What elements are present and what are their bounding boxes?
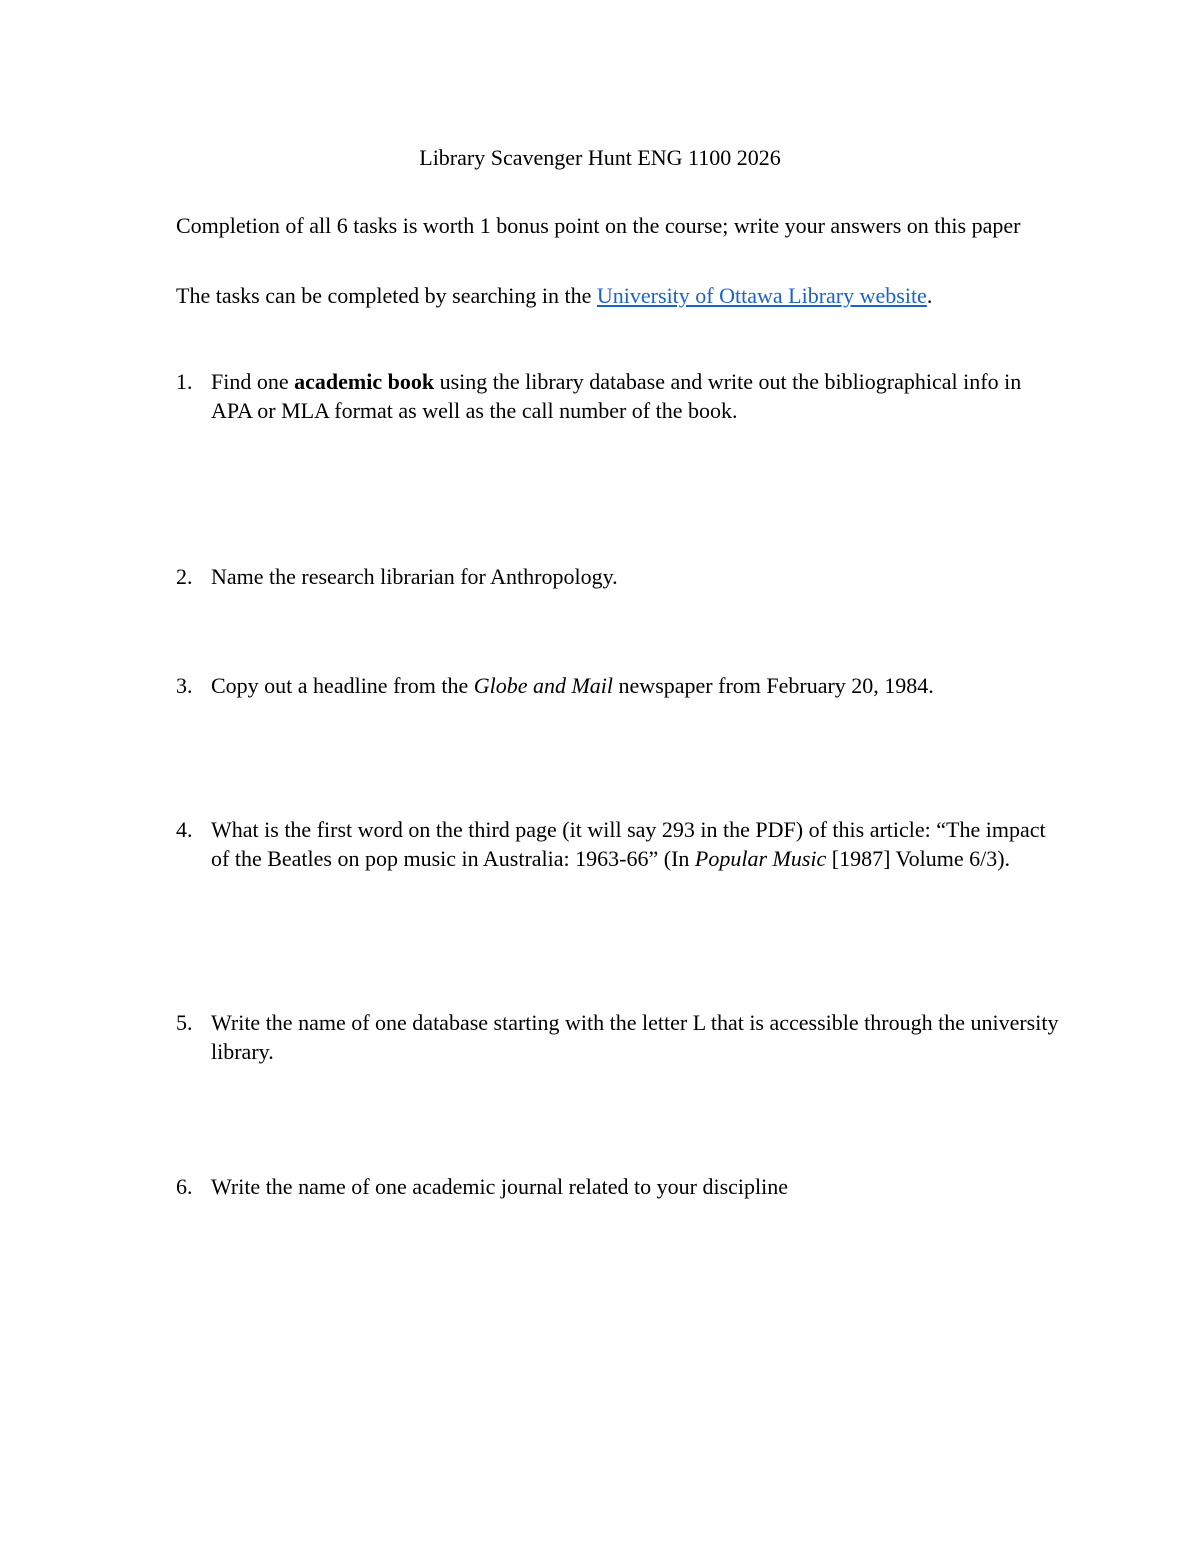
task-number: 4. — [176, 817, 193, 842]
intro-completion-note: Completion of all 6 tasks is worth 1 bonus point on the course; write your answers on this paper — [176, 213, 1021, 238]
task-text: Write the name of one database starting with the letter L that is accessible through the university library. — [211, 1010, 1059, 1064]
task-text-part: [1987] Volume 6/3). — [826, 846, 1011, 871]
task-item-1 — [176, 367, 1066, 425]
intro-search-note — [176, 281, 1036, 310]
task-text — [211, 671, 1066, 700]
task-text — [211, 815, 1066, 873]
task-text — [211, 367, 1066, 425]
library-website-link[interactable]: University of Ottawa Library website — [596, 283, 927, 308]
task-emphasis-bold: academic book — [294, 369, 435, 394]
intro-search-period: . — [926, 283, 933, 308]
task-number: 5. — [176, 1010, 193, 1035]
task-number: 3. — [176, 673, 193, 698]
task-number: 2. — [176, 564, 193, 589]
task-text: Write the name of one academic journal related to your discipline — [211, 1174, 788, 1199]
task-item-2 — [176, 562, 1066, 591]
task-item-4 — [176, 815, 1066, 873]
task-text-part: newspaper from February 20, 1984. — [613, 673, 934, 698]
task-number: 1. — [176, 369, 193, 394]
task-text-part: Find one — [211, 369, 295, 394]
task-item-5 — [176, 1008, 1066, 1066]
intro-search-text: The tasks can be completed by searching in the — [176, 283, 597, 308]
task-text-part: Copy out a headline from the — [211, 673, 474, 698]
task-emphasis-italic: Popular Music — [694, 846, 827, 871]
task-text: Name the research librarian for Anthropology. — [211, 564, 618, 589]
task-text-part: using the library database and write out the bibliographical info in APA or MLA format as well as the call number of the book. — [211, 369, 1022, 423]
task-item-6 — [176, 1172, 1066, 1201]
task-item-3 — [176, 671, 1066, 700]
task-text-part: What is the first word on the third page (it will say 293 in the PDF) of this article: “The impact of the Beatles on pop music in Australia: 1963-66” (In — [211, 817, 1046, 871]
task-emphasis-italic: Globe and Mail — [473, 673, 614, 698]
task-number: 6. — [176, 1174, 193, 1199]
document-title: Library Scavenger Hunt ENG 1100 2026 — [419, 145, 781, 170]
